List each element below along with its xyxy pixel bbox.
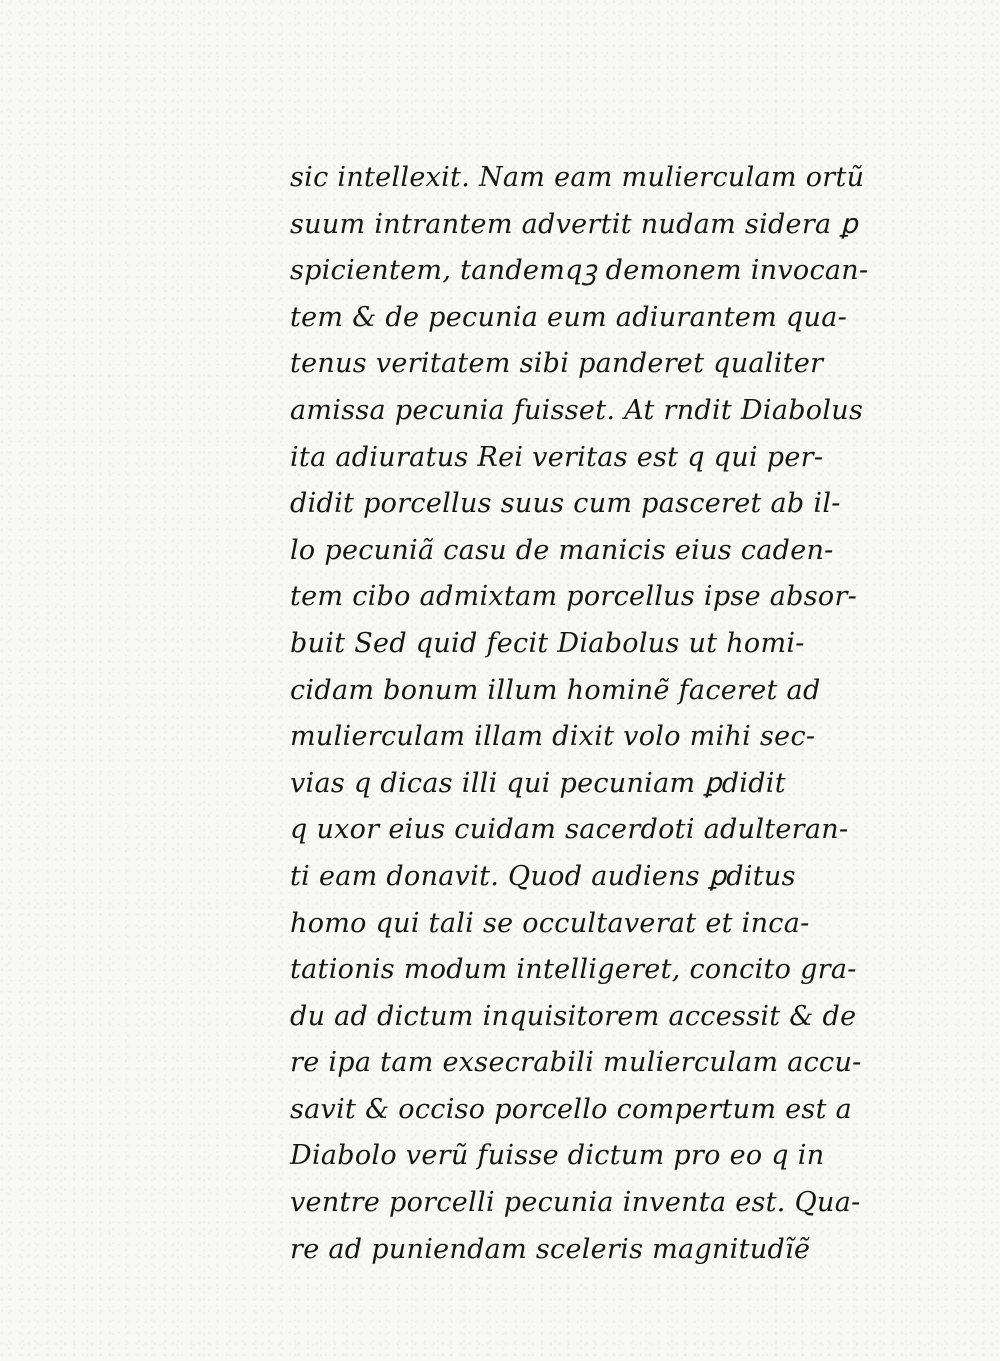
manuscript-line: ventre porcelli pecunia inventa est. Qua-: [290, 1187, 861, 1219]
manuscript-line: sic intellexit. Nam eam mulierculam ortũ: [290, 162, 865, 193]
manuscript-line: re ad puniendam sceleris magnitudĩẽ: [290, 1233, 811, 1265]
manuscript-line: savit & occiso porcello compertum est a: [290, 1093, 853, 1125]
manuscript-line: q uxor eius cuidam sacerdoti adulteran-: [290, 814, 849, 846]
manuscript-line: re ipa tam exsecrabili mulierculam accu-: [290, 1047, 862, 1079]
manuscript-line: tem cibo admixtam porcellus ipse absor-: [290, 581, 858, 613]
manuscript-text: [290, 155, 910, 1273]
manuscript-line: mulierculam illam dixit volo mihi sec-: [290, 721, 816, 753]
manuscript-line: ita adiuratus Rei veritas est q qui per-: [290, 441, 824, 473]
manuscript-line: amissa pecunia fuisset. At rndit Diabolus: [290, 394, 864, 426]
manuscript-line: suum intrantem advertit nudam sidera ꝑ: [290, 208, 858, 240]
manuscript-line: ti eam donavit. Quod audiens ꝑditus: [290, 860, 796, 892]
manuscript-line: lo pecuniã casu de manicis eius caden-: [290, 534, 834, 566]
manuscript-line: homo qui tali se occultaverat et inca-: [290, 907, 810, 939]
manuscript-line: tationis modum intelligeret, concito gra-: [290, 954, 857, 986]
manuscript-line: buit Sed quid fecit Diabolus ut homi-: [290, 627, 805, 659]
manuscript-line: tem & de pecunia eum adiurantem qua-: [290, 301, 848, 333]
manuscript-line: didit porcellus suus cum pasceret ab il-: [290, 488, 841, 520]
manuscript-line: du ad dictum inquisitorem accessit & de: [290, 1000, 857, 1032]
manuscript-line: spicientem, tandemqꝫ demonem invocan-: [290, 255, 869, 287]
manuscript-line: Diabolo verũ fuisse dictum pro eo q in: [290, 1140, 825, 1172]
manuscript-line: cidam bonum illum hominẽ faceret ad: [290, 674, 821, 706]
manuscript-line: tenus veritatem sibi panderet qualiter: [290, 348, 824, 380]
manuscript-line: vias q dicas illi qui pecuniam ꝑdidit: [290, 767, 786, 799]
